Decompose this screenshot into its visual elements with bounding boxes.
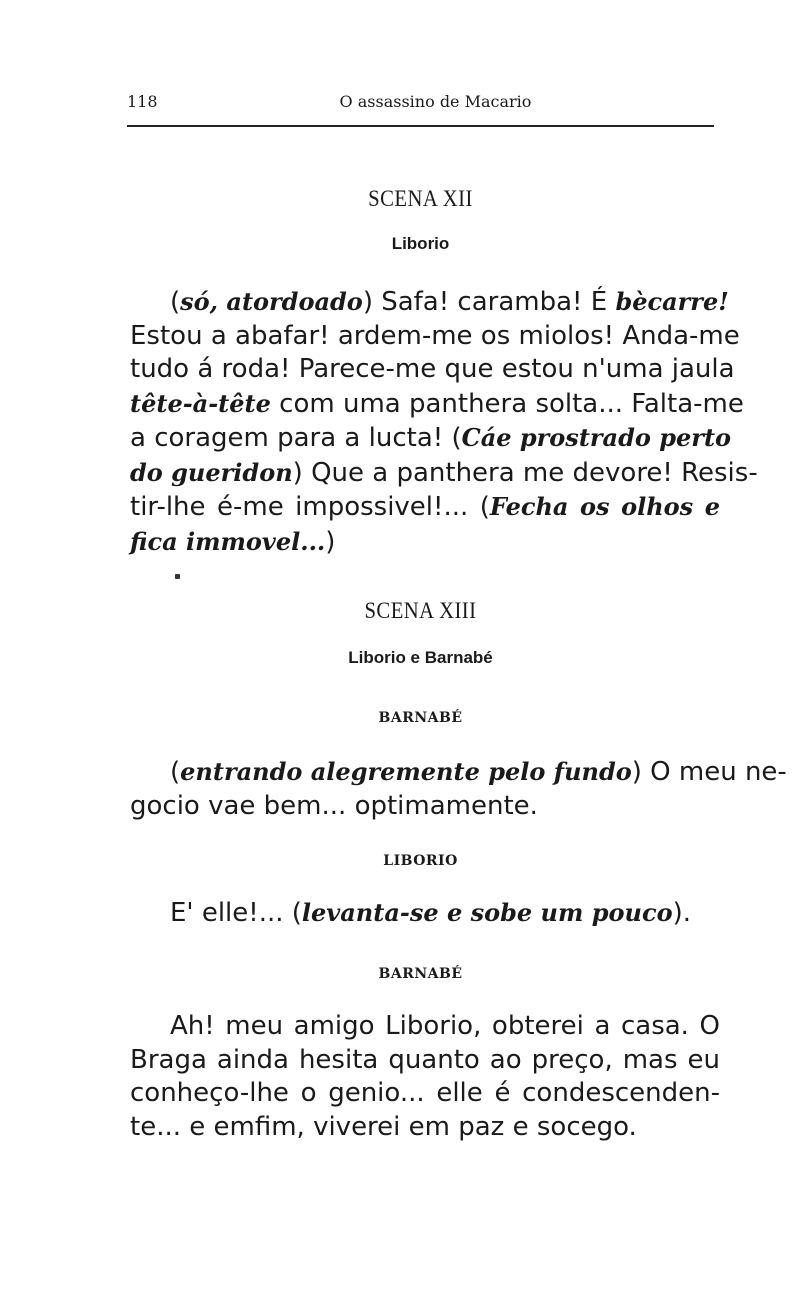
text-line [130, 896, 720, 931]
stage-direction: tête-à-tête [130, 388, 271, 418]
dialogue-text: ) O meu ne- [631, 757, 787, 787]
dialogue-text: Braga ainda hesita quanto ao preço, mas eu [130, 1044, 720, 1075]
scene-13-heading: SCENA XIII [364, 598, 477, 623]
speaker-barnabe-1: BARNABÉ [378, 710, 463, 726]
speech-barnabe-2 [130, 1010, 720, 1144]
stage-direction: entrando alegremente pelo fundo [180, 757, 632, 786]
scene-12-paragraph [130, 285, 758, 559]
text-line [130, 456, 758, 491]
stage-direction: levanta-se e sobe um pouco [301, 898, 673, 927]
text-line [130, 387, 744, 422]
stage-direction: bècarre! [615, 287, 729, 316]
header-rule [127, 125, 714, 127]
text-line [130, 1077, 720, 1111]
text-line [130, 1111, 720, 1145]
print-speck [175, 574, 180, 579]
page-number: 118 [127, 92, 158, 111]
stage-direction: Cáe prostrado perto [461, 423, 732, 452]
text-line [130, 1044, 720, 1078]
dialogue-text: gocio vae bem... optimamente. [130, 790, 538, 821]
text-line [130, 525, 720, 560]
speaker-liborio: LIBORIO [383, 853, 458, 869]
dialogue-text: Ah! meu amigo Liborio, obterei a casa. O [170, 1011, 720, 1041]
text-line [130, 421, 732, 456]
dialogue-text: ( [170, 287, 181, 317]
dialogue-text: ). [672, 898, 692, 928]
speaker-barnabe-2: BARNABÉ [378, 966, 463, 982]
stage-direction: do gueridon [130, 457, 293, 487]
text-line [130, 285, 729, 320]
dialogue-text: ) [325, 526, 336, 557]
dialogue-text: a coragem para a lucta! ( [130, 423, 462, 453]
scene-12-characters: Liborio [391, 234, 450, 253]
running-header [127, 92, 714, 116]
dialogue-text: ( [170, 757, 181, 787]
text-line [130, 353, 735, 387]
dialogue-text: conheço-lhe o genio... elle é condescenden- [130, 1078, 720, 1108]
scene-13-characters: Liborio e Barnabé [348, 648, 493, 667]
dialogue-text: ) Safa! caramba! É [362, 287, 616, 317]
dialogue-text: com uma panthera solta... Falta-me [270, 388, 744, 419]
dialogue-text: tudo á roda! Parece-me que estou n'uma jaula [130, 354, 735, 384]
text-line [130, 755, 787, 790]
dialogue-text: tir-lhe é-me impossivel!... ( [130, 492, 490, 522]
stage-direction: fica immovel... [130, 526, 326, 556]
scene-12-heading: SCENA XII [368, 186, 473, 211]
dialogue-text: Estou a abafar! ardem-me os miolos! Anda-me [130, 320, 740, 351]
stage-direction: só, atordoado [180, 287, 363, 316]
text-line [130, 320, 740, 354]
speech-liborio [130, 896, 720, 931]
dialogue-text: te... e emfim, viverei em paz e socego. [130, 1111, 637, 1142]
speech-barnabe-1 [130, 755, 787, 823]
dialogue-text: E' elle!... ( [170, 898, 302, 928]
dialogue-text: ) Que a panthera me devore! Resis- [292, 457, 758, 488]
stage-direction: Fecha os olhos e [489, 492, 721, 521]
running-title: O assassino de Macario [339, 92, 532, 111]
text-line [130, 490, 720, 525]
text-line [130, 1010, 720, 1044]
text-line [130, 790, 720, 824]
